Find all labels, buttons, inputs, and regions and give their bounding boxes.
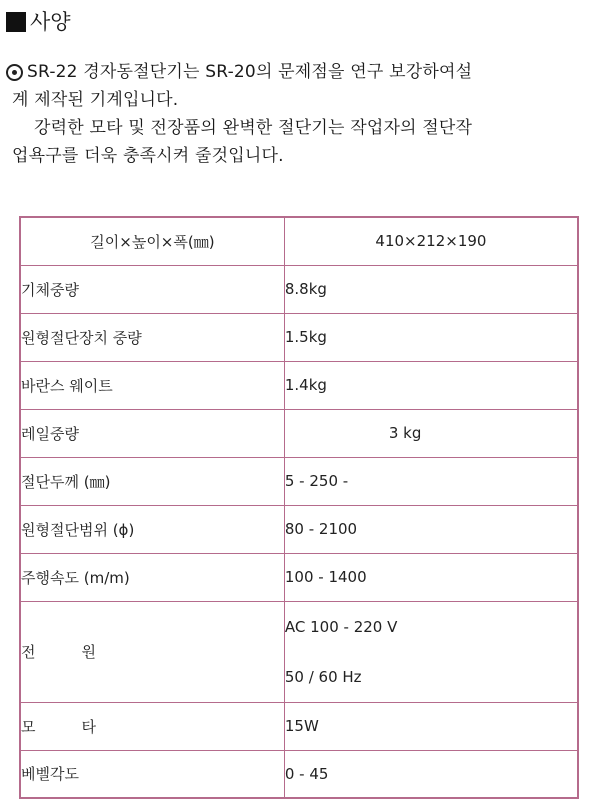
table-row [20,361,578,409]
power-label-char-2: 원 [81,643,96,661]
table-row-power [20,601,578,702]
spec-label: 기체중량 [20,265,284,313]
spec-label: 베벨각도 [20,750,284,798]
table-row [20,313,578,361]
power-frequency: 50 / 60 Hz [284,667,362,686]
intro-line-2: 계 제작된 기계입니다. [12,90,179,110]
model-name-new: SR-22 [27,62,78,82]
spec-label: 원형절단장치 중량 [20,313,284,361]
intro-line-1-mid: 경자동절단기는 [77,62,206,82]
table-row-motor [20,702,578,750]
power-label-char-1: 전 [21,643,36,661]
spec-value: 410×212×190 [284,217,578,265]
spec-value: 15W [284,702,578,750]
spec-table [19,216,579,799]
table-row [20,265,578,313]
circle-dot-bullet-icon [6,64,23,81]
spec-value: 5 - 250 - [284,457,578,505]
table-row [20,505,578,553]
spec-label: 레일중량 [20,409,284,457]
heading-text: 사양 [30,10,71,34]
spec-value: 3 kg [284,409,578,457]
spec-value: 0 - 45 [284,750,578,798]
table-row-bevel [20,750,578,798]
intro-line-4: 업욕구를 더욱 충족시켜 줄것입니다. [12,146,284,166]
motor-label-char-2: 타 [81,717,96,736]
spec-label-motor [20,702,284,750]
power-voltage: AC 100 - 220 V [284,617,398,636]
spec-value: 8.8kg [284,265,578,313]
table-row [20,553,578,601]
spec-value: 100 - 1400 [284,553,578,601]
table-row [20,409,578,457]
spec-label-power [20,601,284,702]
spec-label: 주행속도 (m/m) [20,553,284,601]
spec-value: 1.5kg [284,313,578,361]
spec-value-power [284,601,578,702]
intro-line-1 [6,58,596,86]
intro-line-3: 강력한 모타 및 전장품의 완벽한 절단기는 작업자의 절단작 [34,118,473,138]
section-heading [6,8,71,36]
spec-label: 절단두께 (㎜) [20,457,284,505]
model-name-old: SR-20 [205,62,256,82]
table-row [20,457,578,505]
square-bullet-icon [6,12,26,32]
spec-label: 바란스 웨이트 [20,361,284,409]
intro-paragraph [6,58,596,170]
motor-label-char-1: 모 [21,717,36,736]
intro-line-1-end: 의 문제점을 연구 보강하여설 [255,62,473,82]
spec-label: 원형절단범위 (ϕ) [20,505,284,553]
spec-value: 80 - 2100 [284,505,578,553]
table-row-dimensions [20,217,578,265]
spec-value: 1.4kg [284,361,578,409]
spec-label: 길이×높이×폭(㎜) [20,217,284,265]
